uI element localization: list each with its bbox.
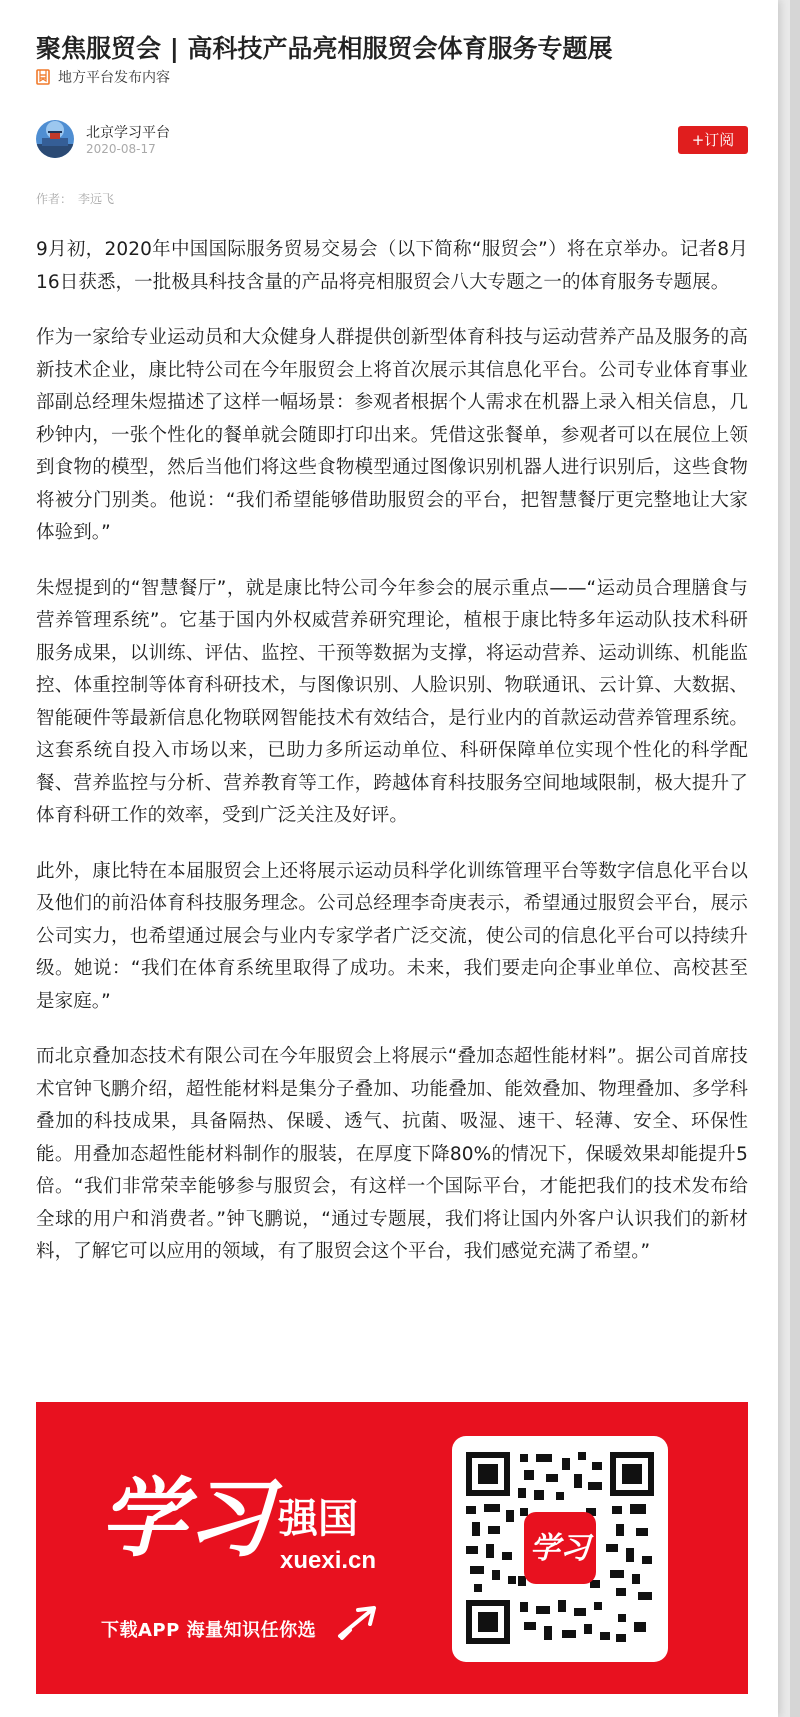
logo-calligraphy: 学习 <box>100 1471 272 1567</box>
xuexi-banner[interactable] <box>36 1402 748 1694</box>
avatar[interactable] <box>36 120 74 158</box>
source-tag <box>36 66 170 88</box>
article-body <box>36 234 748 1292</box>
subscribe-button[interactable]: +订阅 <box>678 126 748 154</box>
xuexi-logo <box>100 1456 400 1586</box>
paragraph: 朱煜提到的“智慧餐厅”，就是康比特公司今年参会的展示重点——“运动员合理膳食与营养管理系统”。它基于国内外权威营养研究理论，植根于康比特多年运动队技术科研服务成果，以训练、评估、监控、干预等数据为支撑，将运动营养、运动训练、机能监控、体重控制等体育科研技术，与图像识别、人脸识别、物联通讯、云计算、大数据、智能硬件等最新信息化物联网智能技术有效结合，是行业内的首款运动营养管理系统。这套系统自投入市场以来，已助力多所运动单位、科研保障单位实现个性化的科学配餐、营养监控与分析、营养教育等工作，跨越体育科技服务空间地域限制，极大提升了体育科研工作的效率，受到广泛关注及好评。 <box>36 577 748 826</box>
download-tagline: 下载APP 海量知识任你选 <box>101 1620 317 1641</box>
document-icon <box>36 69 50 85</box>
avatar-image <box>36 120 74 158</box>
logo-strong-country: 强国 <box>278 1497 358 1541</box>
publish-date: 2020-08-17 <box>86 142 156 156</box>
arrow-icon <box>336 1602 380 1642</box>
byline-label: 作者： <box>36 192 73 206</box>
qr-code[interactable] <box>466 1452 654 1644</box>
paragraph: 9月初，2020年中国国际服务贸易交易会（以下简称“服贸会”）将在京举办。记者8月16日获悉，一批极具科技含量的产品将亮相服贸会八大专题之一的体育服务专题展。 <box>36 239 748 293</box>
paragraph: 而北京叠加态技术有限公司在今年服贸会上将展示“叠加态超性能材料”。据公司首席技术官钟飞鹏介绍，超性能材料是集分子叠加、功能叠加、能效叠加、物理叠加、多学科叠加的科技成果，具备隔热、保暖、透气、抗菌、吸湿、速干、轻薄、安全、环保性能。用叠加态超性能材料制作的服装，在厚度下降80%的情况下，保暖效果却能提升5倍。“我们非常荣幸能够参与服贸会，有这样一个国际平台，才能把我们的技术发布给全球的用户和消费者。”钟飞鹏说，“通过专题展，我们将让国内外客户认识我们的新材料，了解它可以应用的领域，有了服贸会这个平台，我们感觉充满了希望。” <box>36 1046 748 1262</box>
qr-badge-text: 学习 <box>530 1532 590 1565</box>
author-name: 李远飞 <box>78 192 115 206</box>
paragraph: 此外，康比特在本届服贸会上还将展示运动员科学化训练管理平台等数字信息化平台以及他们的前沿体育科技服务理念。公司总经理李奇庚表示，希望通过服贸会平台，展示公司实力，也希望通过展会与业内专家学者广泛交流，使公司的信息化平台可以持续升级。她说：“我们在体育系统里取得了成功。未来，我们要走向企事业单位、高校甚至是家庭。” <box>36 860 748 1012</box>
qr-card <box>452 1436 668 1662</box>
scrollbar[interactable] <box>790 0 800 1717</box>
source-label: 地方平台发布内容 <box>58 70 170 86</box>
article-title: 聚焦服贸会 | 高科技产品亮相服贸会体育服务专题展 <box>36 33 613 63</box>
account-name[interactable]: 北京学习平台 <box>86 125 170 141</box>
byline <box>36 190 114 207</box>
paragraph: 作为一家给专业运动员和大众健身人群提供创新型体育科技与运动营养产品及服务的高新技术企业，康比特公司在今年服贸会上将首次展示其信息化平台。公司专业体育事业部副总经理朱煜描述了这样一幅场景：参观者根据个人需求在机器上录入相关信息，几秒钟内，一张个性化的餐单就会随即打印出来。凭借这张餐单，参观者可以在展位上领到食物的模型，然后当他们将这些食物模型通过图像识别机器人进行识别后，这些食物将被分门别类。他说：“我们希望能够借助服贸会的平台，把智慧餐厅更完整地让大家体验到。” <box>36 327 748 543</box>
logo-domain: xuexi.cn <box>280 1547 377 1574</box>
account-row <box>36 120 748 162</box>
